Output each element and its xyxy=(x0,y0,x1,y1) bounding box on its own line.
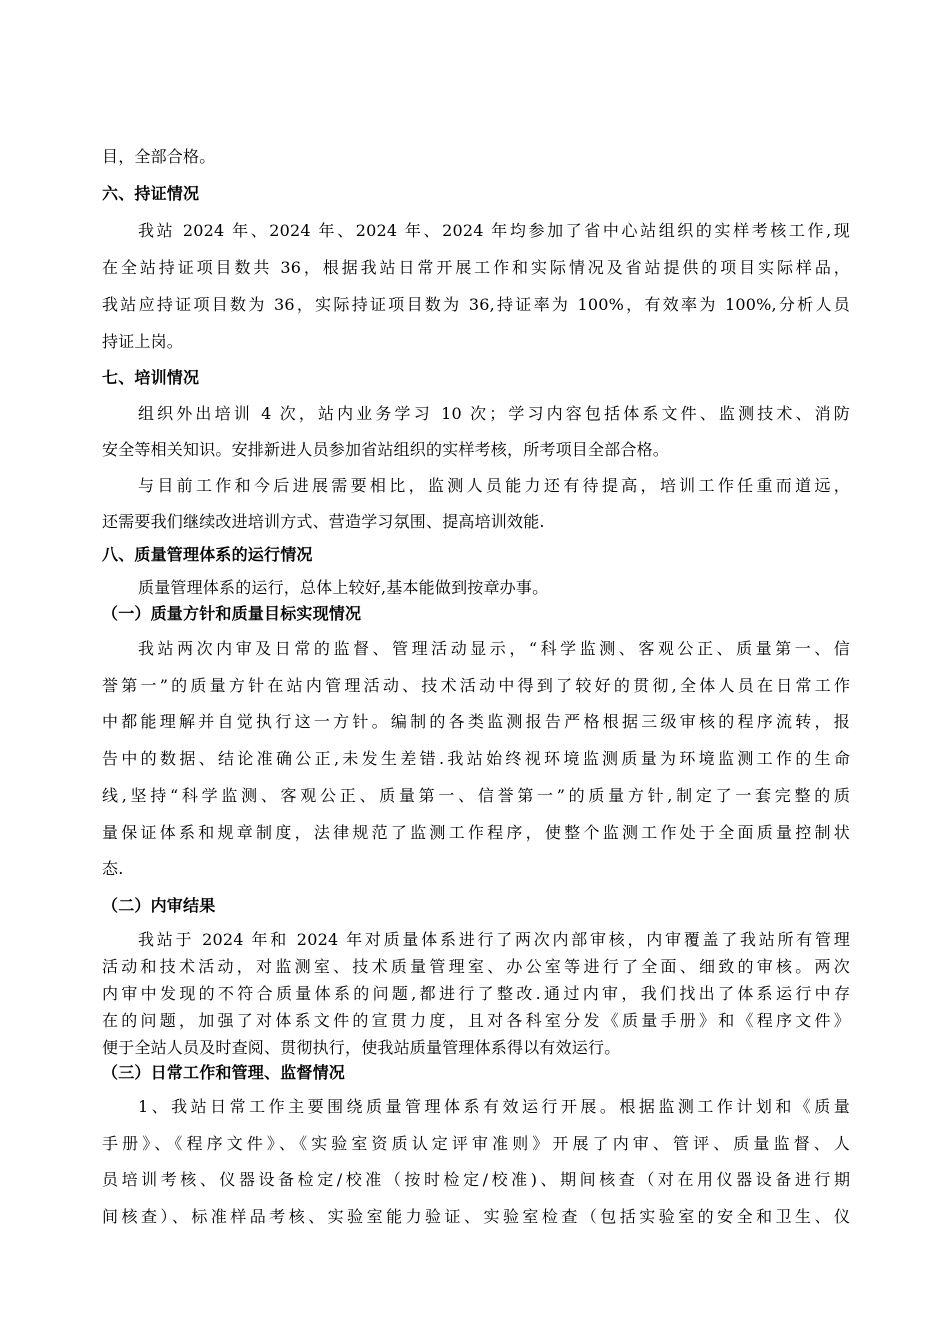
paragraph-line: 安全等相关知识。安排新进人员参加省站组织的实样考核，所考项目全部合格。 xyxy=(102,440,670,459)
paragraph-line: 量保证体系和规章制度，法律规范了监测工作程序，使整个监测工作处于全面质量控制状 xyxy=(102,823,850,842)
paragraph-line: 手册》、《程序文件》、《实验室资质认定评审准则》开展了内审、管评、质量监督、人 xyxy=(102,1134,850,1153)
paragraph-line: 态. xyxy=(102,859,124,878)
section-heading: 六、持证情况 xyxy=(102,184,200,203)
paragraph-line: 便于全站人员及时查阅、贯彻执行，使我站质量管理体系得以有效运行。 xyxy=(102,1038,621,1057)
paragraph-line: 持证上岗。 xyxy=(102,332,184,351)
section-heading: 七、培训情况 xyxy=(102,368,200,387)
paragraph-line: 在全站持证项目数共 36，根据我站日常开展工作和实际情况及省站提供的项目实际样品， xyxy=(102,258,850,277)
paragraph-line: 还需要我们继续改进培训方式、营造学习氛围、提高培训效能. xyxy=(102,512,545,531)
paragraph-line: 告中的数据、结论准确公正,未发生差错.我站始终视环境监测质量为环境监测工作的生命 xyxy=(102,749,850,768)
paragraph-line: 组织外出培训 4 次，站内业务学习 10 次；学习内容包括体系文件、监测技术、消防 xyxy=(138,404,850,423)
subsection-heading: （二）内审结果 xyxy=(102,896,216,915)
paragraph-line: 线,坚持“科学监测、客观公正、质量第一、信誉第一”的质量方针,制定了一套完整的质 xyxy=(102,786,850,805)
section-heading: 八、质量管理体系的运行情况 xyxy=(102,545,313,564)
paragraph-line: 活动和技术活动，对监测室、技术质量管理室、办公室等进行了全面、细致的审核。两次 xyxy=(102,957,850,976)
paragraph-line: 员培训考核、仪器设备检定/校准（按时检定/校准)、期间核查（对在用仪器设备进行期 xyxy=(102,1170,850,1189)
paragraph-line: 中都能理解并自觉执行这一方针。编制的各类监测报告严格根据三级审核的程序流转，报 xyxy=(102,712,850,731)
paragraph-line: 我站应持证项目数为 36，实际持证项目数为 36,持证率为 100%，有效率为 100%,分析人员 xyxy=(102,295,850,314)
paragraph-line: 我站于 2024 年和 2024 年对质量体系进行了两次内部审核，内审覆盖了我站所有管理 xyxy=(138,930,850,949)
paragraph-line: 我站 2024 年、2024 年、2024 年、2024 年均参加了省中心站组织的实样考核工作,现 xyxy=(138,221,850,240)
paragraph-line: 在的问题，加强了对体系文件的宣贯力度，且对各科室分发《质量手册》和《程序文件》 xyxy=(102,1011,850,1030)
paragraph-line: 誉第一”的质量方针在站内管理活动、技术活动中得到了较好的贯彻,全体人员在日常工作 xyxy=(102,676,850,695)
paragraph-line: 间核查）、标准样品考核、实验室能力验证、实验室检查（包括实验室的安全和卫生、仪 xyxy=(102,1207,850,1226)
paragraph-line: 目，全部合格。 xyxy=(102,147,216,166)
paragraph-line: 内审中发现的不符合质量体系的问题,都进行了整改.通过内审，我们找出了体系运行中存 xyxy=(102,984,850,1003)
subsection-heading: （一）质量方针和质量目标实现情况 xyxy=(102,604,362,623)
paragraph-line: 我站两次内审及日常的监督、管理活动显示，“科学监测、客观公正、质量第一、信 xyxy=(138,639,850,658)
paragraph-line: 与目前工作和今后进展需要相比，监测人员能力还有待提高，培训工作任重而道远， xyxy=(138,476,850,495)
paragraph-line: 1、我站日常工作主要围绕质量管理体系有效运行开展。根据监测工作计划和《质量 xyxy=(138,1097,850,1116)
paragraph-line: 质量管理体系的运行，总体上较好,基本能做到按章办事。 xyxy=(138,578,549,597)
subsection-heading: （三）日常工作和管理、监督情况 xyxy=(102,1063,346,1082)
